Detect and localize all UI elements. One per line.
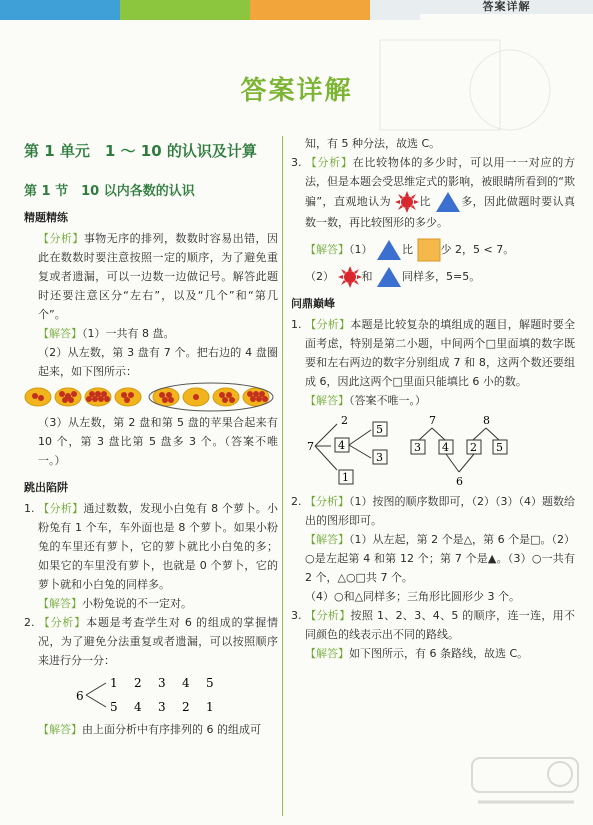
tree2-bottom: 6 <box>456 475 463 488</box>
tree2-c: 2 <box>470 441 477 454</box>
split-bottom-1: 5 <box>110 700 118 714</box>
tree1-r2: 3 <box>376 451 383 464</box>
tree1-mid: 4 <box>338 439 345 452</box>
question-1-answer: 【解答】小粉兔说的不一定对。 <box>38 597 192 610</box>
section-title: 第 1 节 10 以内各数的认识 <box>24 184 195 199</box>
apple-plates-figure <box>24 381 278 413</box>
r-question-2-analysis: 2. 【分析】（1）按图的顺序数即可，（2）（3）（4）题数给出的图形即可。 <box>291 495 575 527</box>
tree2-b: 4 <box>442 441 449 454</box>
question-3-answer-1: 【解答】（1） 比 少 2，5 < 7。 <box>291 238 575 262</box>
column-divider <box>282 136 283 816</box>
split-top-4: 4 <box>182 676 190 690</box>
answer-1: 【解答】（1）一共有 8 盘。 <box>38 327 175 340</box>
unit-title: 第 1 单元 1 ～ 10 的认识及计算 <box>24 142 257 160</box>
tree2-a: 3 <box>414 441 421 454</box>
split-bottom-2: 4 <box>134 700 142 714</box>
composition-trees-figure <box>291 410 575 492</box>
split-total: 6 <box>76 689 84 703</box>
r-question-1-analysis: 1. 【分析】本题是比较复杂的填组成的题目，解题时要全面考虑，特别是第二小题，中间两个□里面填的数字既要和左右两边的数字分别组成 7 和 8，这两个数还要组成 6，因此这两个□里面只能填比 6 小的数。 <box>291 318 575 388</box>
r-question-1-answer: 【解答】（答案不唯一。） <box>305 394 426 407</box>
triangle-icon <box>376 239 402 261</box>
split-bottom-5: 1 <box>206 700 214 714</box>
triangle-icon <box>376 266 402 288</box>
square-icon <box>417 238 441 262</box>
r-question-2-answer: 【解答】（1）从左起，第 2 个是△，第 6 个是□。（2）○是左起第 4 和第 12 个；第 7 个是▲。（3）○一共有 2 个，△○□共 7 个。 <box>305 533 575 584</box>
split-bottom-4: 2 <box>182 700 190 714</box>
triangle-icon <box>435 191 461 213</box>
answer-1b: （2）从左数，第 3 盘有 7 个。把右边的 4 盘圈起来，如下图所示： <box>38 346 278 378</box>
answer-1c: （3）从左数，第 2 盘和第 5 盘的苹果合起来有 10 个，第 3 盘比第 5 盘多 3 个。（答案不唯一。） <box>38 416 278 467</box>
split-bottom-3: 3 <box>158 700 166 714</box>
tree2-d: 5 <box>496 441 503 454</box>
tree1-r1: 5 <box>376 423 383 436</box>
watermark-logo <box>470 752 580 812</box>
subheading-peak: 问鼎巅峰 <box>291 297 335 310</box>
left-column <box>24 140 278 739</box>
analysis-1: 【分析】事物无序的排列，数数时容易出错，因此在数数时要注意按照一定的顺序，为了避免重复或者遗漏，可以一边数一边做记号。解答此题时还要注意区分“左右”，以及“几个”和“第几个”。 <box>38 232 279 321</box>
question-2-answer: 【解答】由上面分析中有序排列的 6 的组成可 <box>38 723 261 736</box>
six-split-figure <box>24 670 278 720</box>
tree2-top2: 8 <box>483 414 490 427</box>
page-title: 答案详解 <box>240 76 353 106</box>
header-label: 答案详解 <box>420 0 593 14</box>
split-top-3: 3 <box>158 676 166 690</box>
question-3-answer-2: （2） 和 同样多，5=5。 <box>291 266 575 288</box>
right-column <box>291 134 575 663</box>
split-top-1: 1 <box>110 676 118 690</box>
subheading-trap: 跳出陷阱 <box>24 481 68 494</box>
sun-icon <box>395 191 419 213</box>
r-question-3-answer: 【解答】如下图所示，有 6 条路线，故选 C。 <box>305 647 529 660</box>
tree2-top1: 7 <box>429 414 436 427</box>
split-top-2: 2 <box>134 676 142 690</box>
tree1-total: 7 <box>307 440 314 453</box>
question-1-analysis: 1. 【分析】通过数数，发现小白兔有 8 个萝卜。小粉兔有 1 个车，车外面也是 8 个萝卜。如果小粉兔的车里还有萝卜，它的萝卜就比小白兔的多；如果它的车里没有萝卜，也就是 0 个萝卜，它的萝卜就和小白兔的同样多。 <box>24 502 279 591</box>
r-question-3-analysis: 3. 【分析】按照 1、2、3、4、5 的顺序，连一连，用不同颜色的线表示出不同的路线。 <box>291 609 575 641</box>
sun-icon <box>338 266 362 288</box>
tree1-bottom: 1 <box>342 471 349 484</box>
subheading-practice: 精题精练 <box>24 211 68 224</box>
split-top-5: 5 <box>206 676 214 690</box>
tree1-top: 2 <box>341 414 348 427</box>
continued-text: 知，有 5 种分法，故选 C。 <box>305 137 441 150</box>
r-question-2-answer-4: （4）○和△同样多；三角形比圆形少 3 个。 <box>305 590 521 603</box>
question-3-analysis: 3. 【分析】在比较物体的多少时，可以用一一对应的方法，但是本题会受思维定式的影响，被眼睛所看到的“欺骗”，直观地认为 比 多，因此做题时要认真数一数，再比较图形的多少。 <box>291 156 576 229</box>
question-2-analysis: 2. 【分析】本题是考查学生对 6 的组成的掌握情况，为了避免分法重复或者遗漏，可以按照顺序来进行分一分： <box>24 616 279 667</box>
